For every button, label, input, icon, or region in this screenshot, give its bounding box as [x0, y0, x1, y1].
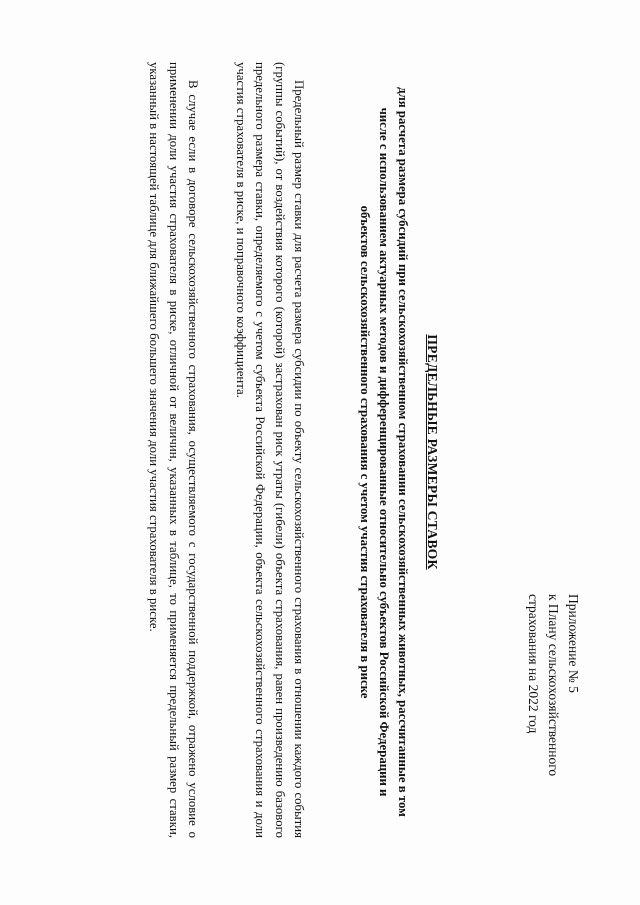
paragraph-rate-definition: Предельный размер ставки для расчета размера субсидии по объекту сельскохозяйственного страхования в отношении каждого события (группы событий), от воздействия которого (которой) застрахован риск утраты (гибели) объекта страхования, равен произведению базового предельного размера ставки, определяемого с учетом субъекта Российской Федерации, объекта сельскохозяйственного страхования и доли участия страхователя в риске, и поправочного коэффициента. [234, 62, 306, 838]
appendix-plan-year: страхования на 2022 год [526, 594, 541, 734]
paragraph-share-condition: В случае если в договоре сельскохозяйственного страхования, осуществляемого с государственной поддержкой, отражено условие о применении доли участия страхователя в риске, отличной от величин, указанных в таблице, то применяется предельный размер ставки, указанный в настоящей таблице для ближайшего большего значения доли участия страхователя в риске. [147, 62, 200, 838]
document-subtitle: для расчета размера субсидий при сельскохозяйственном страховании сельскохозяйственных животных, рассчитанные в том числе с использованием актуарных методов и дифференцированные относительно субъектов Российской Федерации и объектов сельскохозяйственного страхования с учетом участия страхователя в риске [358, 87, 410, 817]
appendix-number: Приложение № 5 [566, 594, 581, 693]
appendix-header [523, 594, 583, 874]
rotated-content [20, 22, 620, 882]
appendix-plan-ref: к Плану сельскохозяйственного [546, 594, 561, 777]
document-title: ПРЕДЕЛЬНЫЕ РАЗМЕРЫ СТАВОК [425, 334, 440, 570]
